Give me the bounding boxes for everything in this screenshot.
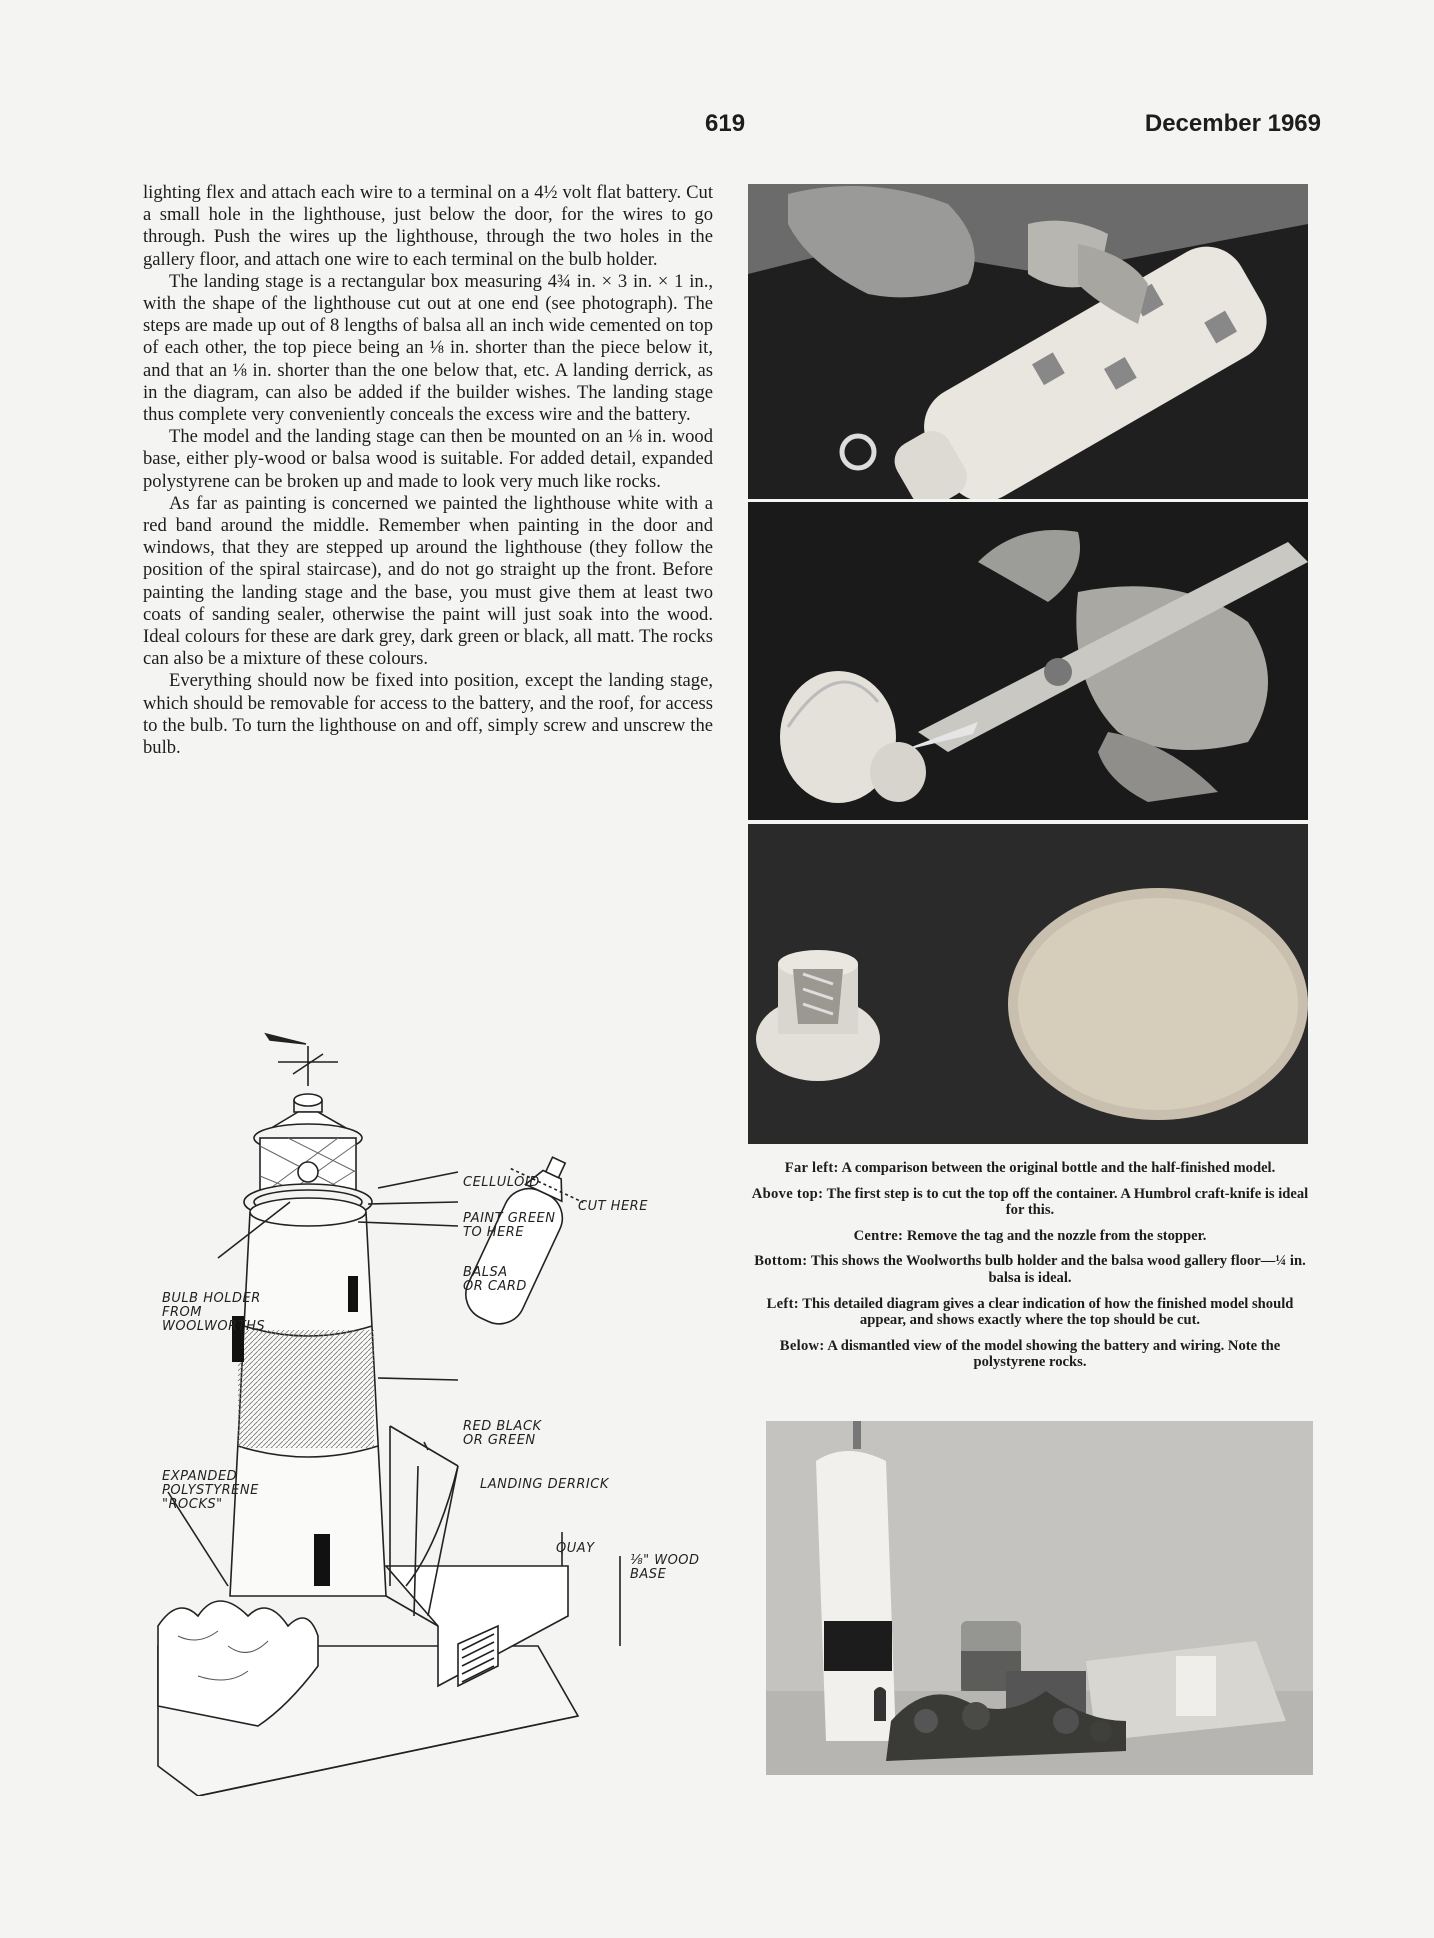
label-red-black-2: OR GREEN (463, 1433, 536, 1448)
label-polystyrene-1: EXPANDED (162, 1469, 238, 1484)
article-paragraph: Everything should now be fixed into position, except the landing stage, which should be removable for access to the battery, and the roof, for access to the bulb. To turn the lighthouse on and off, simply screw and unscrew the bulb. (143, 670, 713, 759)
label-celluloid: CELLULOID (463, 1175, 540, 1190)
caption-below: Below: A dismantled view of the model showing the battery and wiring. Note the polystyrene rocks. (779, 1337, 1281, 1371)
label-paint-green-1: PAINT GREEN (463, 1211, 556, 1226)
label-cut-here: CUT HERE (578, 1199, 648, 1214)
article-body (143, 182, 713, 759)
caption-left: Left: This detailed diagram gives a clear indication of how the finished model should appear, and shows exactly where the top should be cut. (766, 1295, 1294, 1329)
article-paragraph: As far as painting is concerned we painted the lighthouse white with a red band around the middle. Remember when painting in the door and windows, that they are stepped up around the lighthouse (they follow the position of the spiral staircase), and do not go straight up the front. Before painting the landing stage and the base, you must give them at least two coats of sanding sealer, otherwise the paint will just soak into the wood. Ideal colours for these are dark grey, dark green or black, all matt. The rocks can also be a mixture of these colours. (143, 492, 713, 670)
photo-cutting-bottle (748, 184, 1308, 499)
label-paint-green-2: TO HERE (463, 1225, 525, 1240)
photo-captions (744, 1160, 1316, 1380)
article-paragraph: The model and the landing stage can then be mounted on an ⅛ in. wood base, either ply-wood or balsa wood is suitable. For added detail, expanded polystyrene can be broken up and made to look very much like rocks. (143, 426, 713, 492)
label-red-black-1: RED BLACK (463, 1419, 542, 1434)
label-wood-base-1: ⅛" WOOD (630, 1553, 700, 1568)
label-quay: QUAY (556, 1541, 595, 1556)
caption-centre: Centre: Remove the tag and the nozzle from the stopper. (853, 1227, 1207, 1244)
label-landing-derrick: LANDING DERRICK (480, 1477, 609, 1492)
page-number: 619 (705, 110, 746, 137)
label-polystyrene-2: POLYSTYRENE (162, 1483, 259, 1498)
article-paragraph: lighting flex and attach each wire to a terminal on a 4½ volt flat battery. Cut a small hole in the lighthouse, just below the door, for the wires to go through. Push the wires up the lighthouse, through the two holes in the gallery floor, and attach one wire to each terminal on the bulb holder. (143, 182, 713, 270)
label-bulb-holder-1: BULB HOLDER (162, 1291, 261, 1306)
photo-dismantled-model (766, 1421, 1313, 1775)
label-bulb-holder-3: WOOLWORTHS (162, 1319, 266, 1334)
label-polystyrene-3: "ROCKS" (162, 1497, 223, 1512)
caption-bottom: Bottom: This shows the Woolworths bulb holder and the balsa wood gallery floor—¼ in. balsa is ideal. (754, 1253, 1306, 1286)
photo-bulb-holder-balsa (748, 824, 1308, 1144)
label-bulb-holder-2: FROM (162, 1305, 202, 1320)
label-wood-base-2: BASE (630, 1567, 667, 1582)
caption-above-top: Above top: The first step is to cut the top off the container. A Humbrol craft-knife is ideal for this. (751, 1185, 1309, 1219)
caption-far-left: Far left: A comparison between the original bottle and the half-finished model. (784, 1160, 1276, 1176)
photo-removing-nozzle (748, 502, 1308, 820)
lighthouse-diagram (138, 1026, 718, 1796)
article-paragraph: The landing stage is a rectangular box measuring 4¾ in. × 3 in. × 1 in., with the shape of the lighthouse cut out at one end (see photograph). The steps are made up out of 8 lengths of balsa all an inch wide cemented on top of each other, the top piece being an ⅛ in. shorter than the piece below it, and that an ⅛ in. shorter than the one below that, etc. A landing derrick, as in the diagram, can also be added if the builder wishes. The landing stage thus complete very conveniently conceals the excess wire and the battery. (143, 270, 713, 426)
label-balsa-2: OR CARD (463, 1279, 527, 1294)
issue-date: December 1969 (1144, 110, 1321, 137)
label-balsa-1: BALSA (463, 1265, 508, 1280)
